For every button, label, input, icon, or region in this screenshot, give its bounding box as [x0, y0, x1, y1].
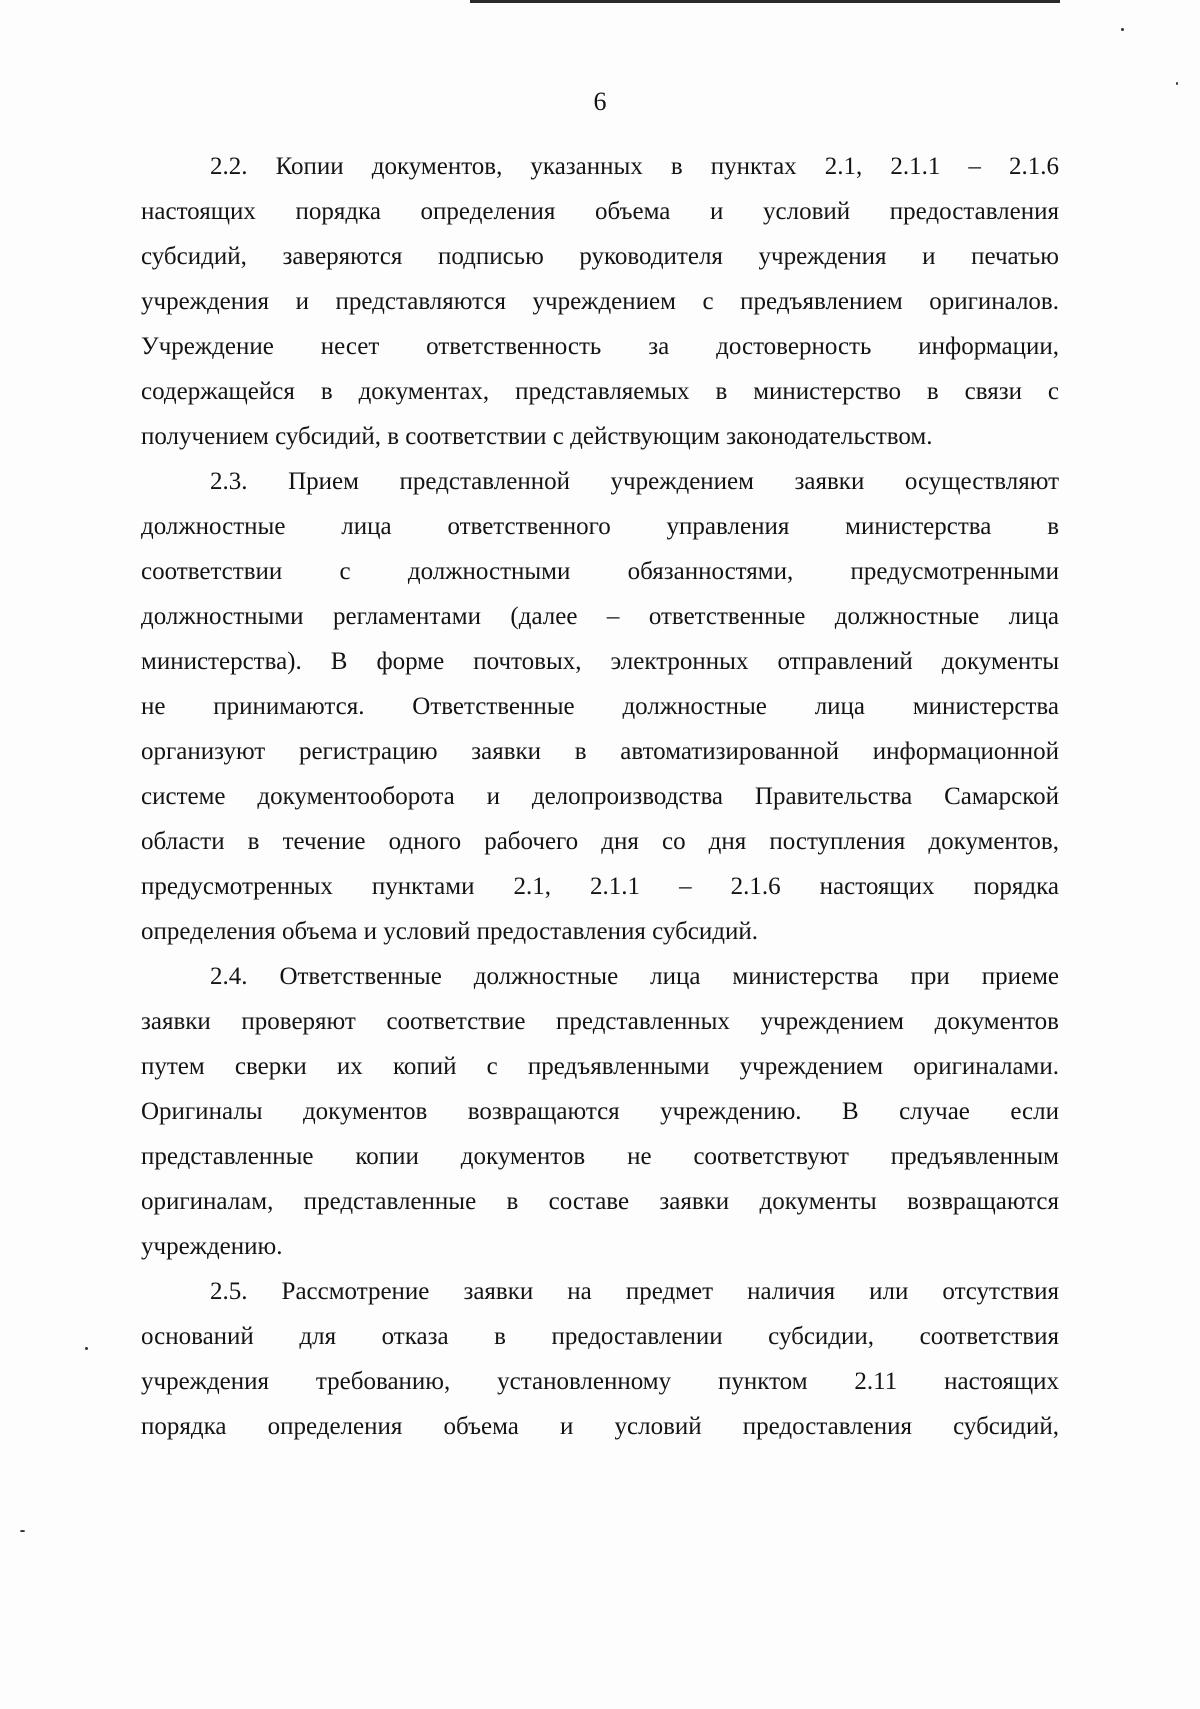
text-line: предусмотренных пунктами 2.1, 2.1.1 – 2.1.6 настоящих порядка — [141, 873, 1059, 900]
document-body — [141, 144, 1059, 1449]
text-line: Оригиналы документов возвращаются учреждению. В случае если — [141, 1098, 1059, 1125]
text-line: учреждению. — [141, 1233, 283, 1260]
text-line: 2.3. Прием представленной учреждением заявки осуществляют — [210, 468, 1059, 495]
paragraph-2-4 — [141, 954, 1059, 1269]
text-line: 2.4. Ответственные должностные лица министерства при приеме — [210, 963, 1059, 990]
text-line: области в течение одного рабочего дня со дня поступления документов, — [141, 828, 1059, 855]
text-line: министерства). В форме почтовых, электронных отправлений документы — [141, 648, 1059, 675]
text-line: определения объема и условий предоставления субсидий. — [141, 918, 758, 945]
text-line: представленные копии документов не соответствуют предъявленным — [141, 1143, 1059, 1170]
scan-speck — [85, 1347, 88, 1350]
text-line: заявки проверяют соответствие представленных учреждением документов — [141, 1008, 1059, 1035]
text-line: Учреждение несет ответственность за достоверность информации, — [141, 333, 1059, 360]
text-line: оснований для отказа в предоставлении субсидии, соответствия — [141, 1323, 1059, 1350]
top-rule — [470, 0, 1060, 3]
paragraph-2-5 — [141, 1269, 1059, 1449]
text-line: получением субсидий, в соответствии с действующим законодательством. — [141, 423, 933, 450]
text-line: должностные лица ответственного управления министерства в — [141, 513, 1059, 540]
paragraph-2-3 — [141, 459, 1059, 954]
text-line: соответствии с должностными обязанностями, предусмотренными — [141, 558, 1059, 585]
paragraph-2-2 — [141, 144, 1059, 459]
text-line: учреждения и представляются учреждением с предъявлением оригиналов. — [141, 288, 1059, 315]
text-line: путем сверки их копий с предъявленными учреждением оригиналами. — [141, 1053, 1059, 1080]
text-line: содержащейся в документах, представляемых в министерство в связи с — [141, 378, 1059, 405]
scan-speck — [1121, 28, 1124, 31]
text-line: настоящих порядка определения объема и условий предоставления — [141, 198, 1059, 225]
text-line: системе документооборота и делопроизводства Правительства Самарской — [141, 783, 1059, 810]
text-line: оригиналам, представленные в составе заявки документы возвращаются — [141, 1188, 1059, 1215]
text-line: организуют регистрацию заявки в автоматизированной информационной — [141, 738, 1059, 765]
text-line: 2.5. Рассмотрение заявки на предмет наличия или отсутствия — [210, 1278, 1059, 1305]
text-line: 2.2. Копии документов, указанных в пунктах 2.1, 2.1.1 – 2.1.6 — [210, 153, 1059, 180]
text-line: учреждения требованию, установленному пунктом 2.11 настоящих — [141, 1368, 1059, 1395]
text-line: порядка определения объема и условий предоставления субсидий, — [141, 1413, 1059, 1440]
scan-speck — [1176, 82, 1178, 85]
text-line: субсидий, заверяются подписью руководителя учреждения и печатью — [141, 243, 1059, 270]
page-number: 6 — [593, 87, 607, 116]
scan-speck — [20, 1530, 25, 1532]
text-line: не принимаются. Ответственные должностные лица министерства — [141, 693, 1059, 720]
text-line: должностными регламентами (далее – ответственные должностные лица — [141, 603, 1059, 630]
